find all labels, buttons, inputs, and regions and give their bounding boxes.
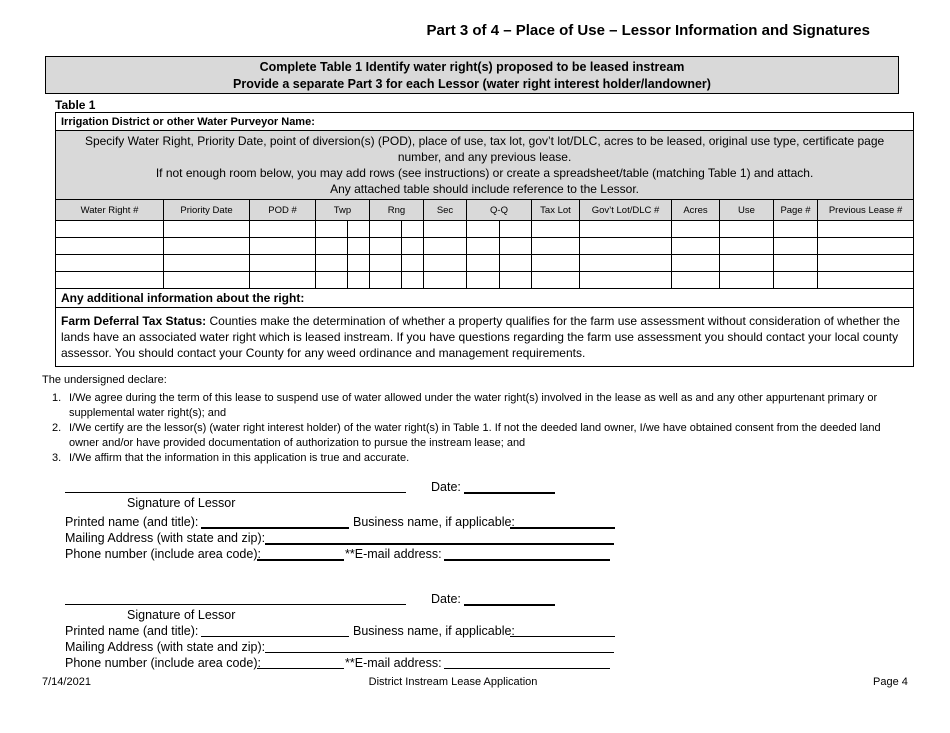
signature-label: Signature of Lessor — [127, 608, 236, 622]
water-right-table — [55, 112, 914, 367]
business-name-label: Business name, if applicable: — [353, 624, 515, 638]
email-field[interactable] — [444, 559, 610, 561]
banner-line-1: Complete Table 1 Identify water right(s) proposed to be leased instream — [259, 60, 685, 74]
page-number: Page 4 — [873, 676, 908, 688]
signature-line[interactable] — [65, 604, 406, 605]
business-name-field[interactable] — [510, 636, 615, 637]
list-item: 3. I/We affirm that the information in this application is true and accurate. — [52, 452, 410, 464]
date-field[interactable] — [464, 492, 555, 494]
email-label: **E-mail address: — [345, 656, 442, 670]
col-header: Tax Lot — [532, 200, 580, 221]
irrigation-district-field[interactable]: Irrigation District or other Water Purveyor Name: — [56, 113, 914, 131]
banner-line-2: Provide a separate Part 3 for each Lessor (water right interest holder/landowner) — [233, 77, 711, 91]
col-header: Acres — [672, 200, 720, 221]
table-row[interactable] — [56, 221, 914, 238]
mailing-address-label: Mailing Address (with state and zip): — [65, 640, 266, 654]
col-header: Gov’t Lot/DLC # — [580, 200, 672, 221]
col-header: Page # — [774, 200, 818, 221]
signature-line[interactable] — [65, 492, 406, 493]
col-header: Previous Lease # — [818, 200, 914, 221]
col-header: Q-Q — [467, 200, 532, 221]
table-label: Table 1 — [55, 98, 96, 112]
list-item: 1. I/We agree during the term of this lease to suspend use of water allowed under the water right(s) involved in the lease as well as and any other appurtenant primary or supplemental water right(s); and — [52, 392, 878, 419]
additional-info-field[interactable]: Any additional information about the right: — [56, 289, 914, 308]
mailing-address-field[interactable] — [265, 652, 614, 653]
printed-name-field[interactable] — [201, 636, 349, 637]
date-field[interactable] — [464, 604, 555, 606]
footer-title: District Instream Lease Application — [368, 676, 538, 688]
date-label: Date: — [431, 480, 461, 494]
table-instructions: Specify Water Right, Priority Date, point of diversion(s) (POD), place of use, tax lot, gov’t lot/DLC, acres to be leased, original use type, certificate page number, and any previous lease. If not enough room below, you may add rows (see instructions) or create a spreadsheet/table (matching Table 1) and attach. Any attached table should include reference to the Lessor. — [56, 131, 914, 200]
date-label: Date: — [431, 592, 461, 606]
farm-deferral-note: Farm Deferral Tax Status: Counties make the determination of whether a property qualifies for the farm use assessment without consideration of whether the lands have an associated water right which is leased instream. If you have questions regarding the farm use assessment you should contact your local county assessor. You should contact your County for any weed ordinance and management requirements. — [56, 308, 914, 367]
mailing-address-label: Mailing Address (with state and zip): — [65, 531, 266, 545]
table-row[interactable] — [56, 272, 914, 289]
instructions-banner — [45, 56, 899, 94]
printed-name-label: Printed name (and title): — [65, 515, 199, 529]
signature-label: Signature of Lessor — [127, 496, 236, 510]
list-item: 2. I/We certify are the lessor(s) (water right interest holder) of the water right(s) in Table 1. If not the deeded land owner, I/we have obtained consent from the deeded land owner and/or have provided documentation of authorization to pursue the instream lease; and — [52, 422, 881, 449]
col-header: Twp — [316, 200, 370, 221]
footer-date: 7/14/2021 — [42, 676, 91, 688]
declaration-intro: The undersigned declare: — [42, 374, 167, 386]
business-name-label: Business name, if applicable: — [353, 515, 515, 529]
phone-label: Phone number (include area code): — [65, 547, 261, 561]
col-header: Rng — [370, 200, 424, 221]
col-header: Sec — [424, 200, 467, 221]
email-label: **E-mail address: — [345, 547, 442, 561]
mailing-address-field[interactable] — [265, 543, 614, 545]
printed-name-field[interactable] — [201, 527, 349, 529]
email-field[interactable] — [444, 668, 610, 669]
phone-label: Phone number (include area code): — [65, 656, 261, 670]
table-row[interactable] — [56, 255, 914, 272]
business-name-field[interactable] — [510, 527, 615, 529]
col-header: Water Right # — [56, 200, 164, 221]
page-title: Part 3 of 4 – Place of Use – Lessor Information and Signatures — [426, 22, 870, 39]
table-header-row — [56, 200, 914, 221]
printed-name-label: Printed name (and title): — [65, 624, 199, 638]
col-header: Use — [720, 200, 774, 221]
table-row[interactable] — [56, 238, 914, 255]
phone-field[interactable] — [257, 559, 344, 561]
phone-field[interactable] — [257, 668, 344, 669]
col-header: POD # — [250, 200, 316, 221]
declaration-list — [52, 391, 912, 466]
col-header: Priority Date — [164, 200, 250, 221]
